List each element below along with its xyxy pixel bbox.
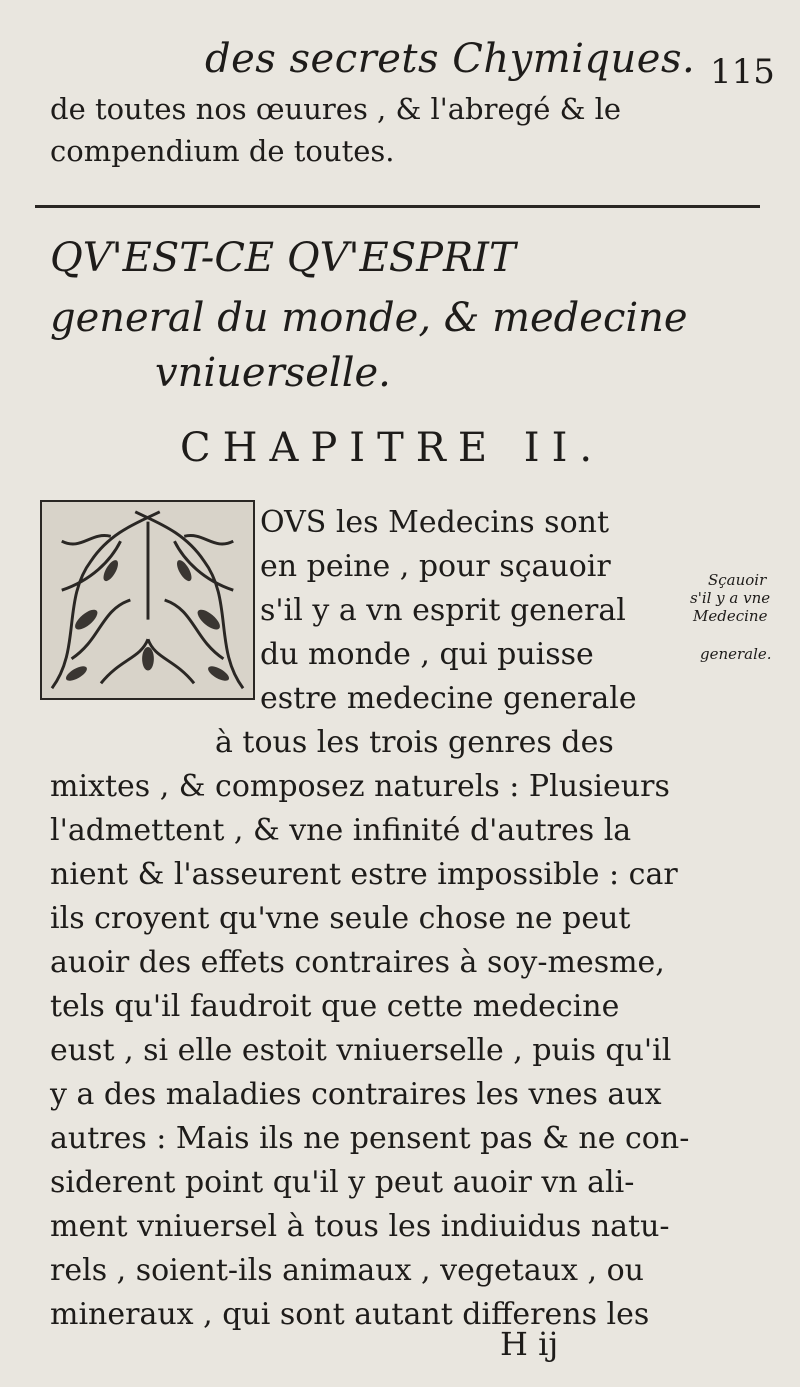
body-line: à tous les trois genres des — [215, 725, 614, 760]
chapter-title-line: QV'EST-CE QV'ESPRIT — [50, 235, 516, 281]
body-line: ils croyent qu'vne seule chose ne peut — [50, 901, 631, 936]
chapter-title-line: vniuerselle. — [155, 350, 391, 396]
body-line: l'admettent , & vne infinité d'autres la — [50, 813, 632, 848]
page-number: 115 — [710, 52, 775, 92]
marginal-note-line: s'il y a vne — [690, 589, 771, 607]
body-line: autres : Mais ils ne pensent pas & ne con- — [50, 1121, 690, 1156]
body-line: ment vniuersel à tous les indiuidus natu- — [50, 1209, 670, 1244]
foliage-ornament-icon — [42, 502, 253, 698]
carry-over-line: de toutes nos œuures , & l'abregé & le — [50, 92, 622, 126]
marginal-note-line: generale. — [700, 645, 772, 663]
body-line: s'il y a vn esprit general — [260, 593, 626, 628]
body-line: mineraux , qui sont autant differens les — [50, 1297, 650, 1332]
signature-mark: H ij — [500, 1325, 559, 1363]
body-line: estre medecine generale — [260, 681, 637, 716]
running-head: des secrets Chymiques. — [205, 36, 696, 82]
chapter-title-line: general du monde, & medecine — [50, 295, 688, 341]
body-line: en peine , pour sçauoir — [260, 549, 611, 584]
carry-over-line: compendium de toutes. — [50, 134, 395, 168]
body-line: tels qu'il faudroit que cette medecine — [50, 989, 620, 1024]
marginal-note-line: Sçauoir — [708, 571, 767, 589]
body-line: OVS les Medecins sont — [260, 505, 610, 540]
chapter-label: CHAPITRE II. — [180, 425, 605, 471]
body-line: auoir des effets contraires à soy-mesme, — [50, 945, 665, 980]
body-line: du monde , qui puisse — [260, 637, 594, 672]
decorated-initial — [40, 500, 255, 700]
section-divider — [35, 205, 760, 208]
body-line: siderent point qu'il y peut auoir vn ali- — [50, 1165, 635, 1200]
body-line: y a des maladies contraires les vnes aux — [50, 1077, 662, 1112]
body-line: mixtes , & composez naturels : Plusieurs — [50, 769, 670, 804]
body-line: nient & l'asseurent estre impossible : car — [50, 857, 678, 892]
body-line: rels , soient-ils animaux , vegetaux , ou — [50, 1253, 644, 1288]
marginal-note-line: Medecine — [693, 607, 768, 625]
body-line: eust , si elle estoit vniuerselle , puis qu'il — [50, 1033, 672, 1068]
